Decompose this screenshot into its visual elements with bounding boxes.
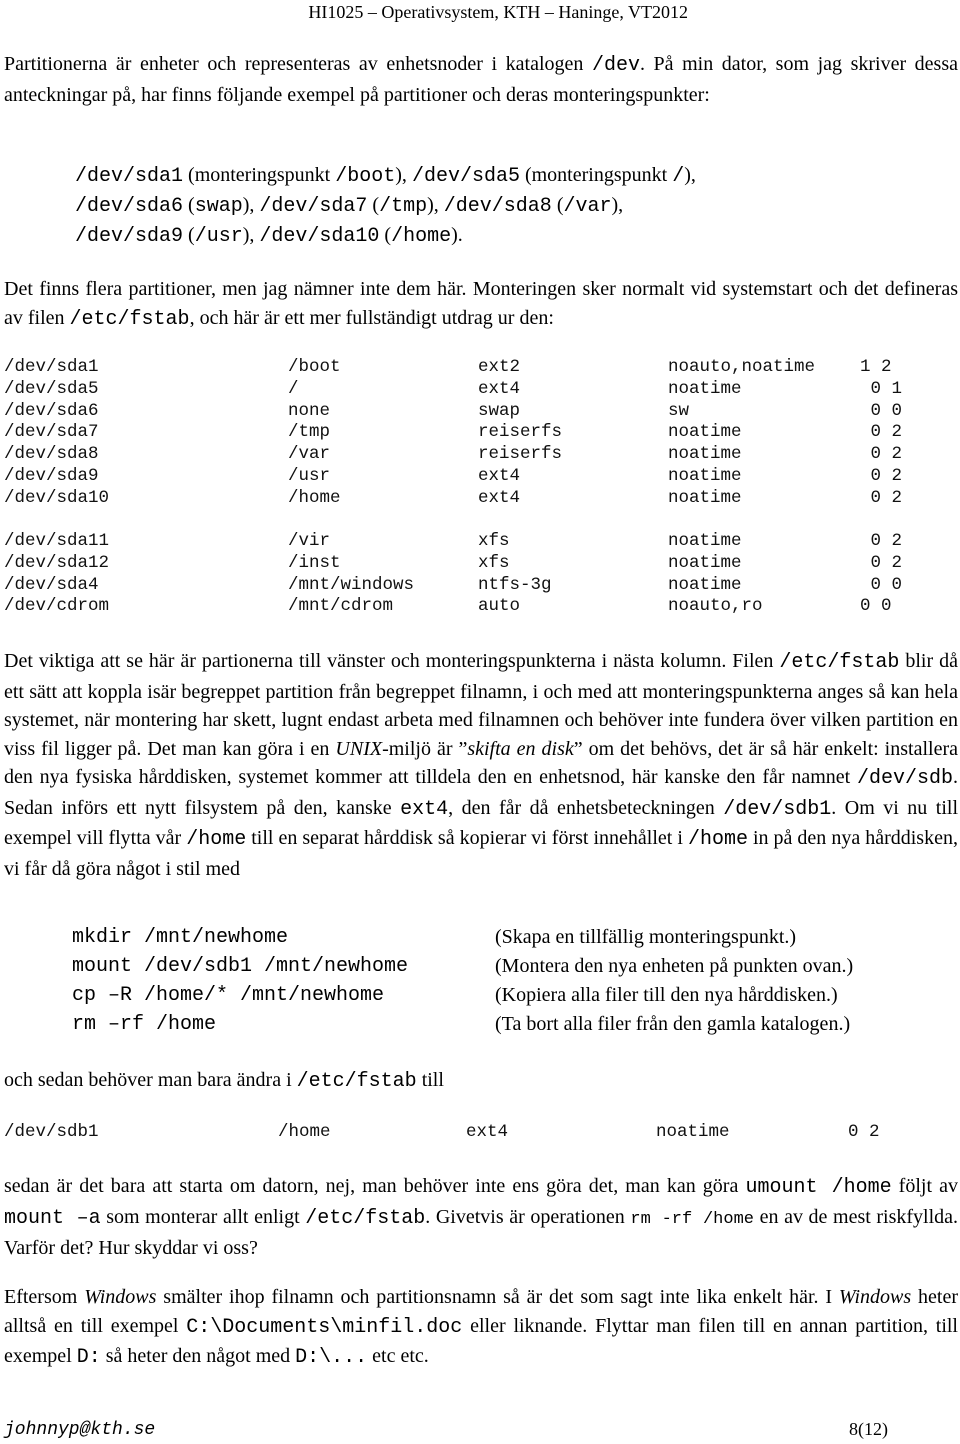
fstab-type: ntfs-3g bbox=[478, 574, 552, 595]
text-run: (monteringspunkt bbox=[183, 164, 336, 186]
inline-code: /dev bbox=[591, 54, 640, 77]
inline-code: /home bbox=[391, 225, 452, 248]
text-run: ( bbox=[367, 194, 380, 216]
fstab-type: ext4 bbox=[478, 487, 521, 508]
fstab-options: noatime bbox=[668, 552, 742, 573]
partition-examples bbox=[75, 161, 935, 251]
fstab-options: noatime bbox=[668, 531, 742, 551]
fstab-type: ext4 bbox=[466, 1122, 509, 1142]
paragraph-intro: Partitionerna är enheter och representeras av enhetsnoder i katalogen /dev. På min dator, som jag skriver dessa anteckningar på, har finns följande exempel på partitioner och deras monteringspunkter: bbox=[4, 53, 958, 106]
inline-code: /etc/fstab bbox=[69, 307, 190, 331]
inline-code: swap bbox=[194, 195, 243, 218]
command: rm –rf /home bbox=[72, 1013, 217, 1036]
fstab-mountpoint: /vir bbox=[288, 531, 331, 551]
fstab-options: noatime bbox=[668, 574, 742, 595]
inline-code: /etc/fstab bbox=[779, 651, 900, 674]
fstab-device: /dev/sda11 bbox=[4, 531, 110, 551]
emphasis: skifta en disk bbox=[467, 737, 574, 760]
text-run: etc etc. bbox=[367, 1345, 429, 1367]
text-run: . Sedan införs ett nytt filsystem på den, kanske bbox=[4, 766, 958, 819]
text-run: heter alltså en till exempel bbox=[4, 1286, 958, 1337]
fstab-dump-pass: 0 2 bbox=[860, 444, 903, 465]
fstab-mountpoint: /usr bbox=[288, 465, 331, 486]
fstab-dump-pass: 0 2 bbox=[860, 422, 903, 443]
text-run: (monteringspunkt bbox=[519, 164, 673, 186]
text-run: till en separat hårddisk så kopierar vi först innehållet i bbox=[246, 827, 688, 849]
text-run: ( bbox=[379, 224, 392, 246]
fstab-device: /dev/sda1 bbox=[4, 357, 99, 377]
fstab-options: noatime bbox=[656, 1122, 730, 1142]
command-note: (Montera den nya enheten på punkten ovan.) bbox=[495, 955, 854, 977]
inline-code: mount –a bbox=[4, 1206, 101, 1230]
inline-code: /dev/sda1 bbox=[75, 165, 184, 188]
fstab-dump-pass: 0 0 bbox=[860, 400, 903, 421]
text-run: ), bbox=[395, 164, 412, 186]
fstab-type: ext4 bbox=[478, 378, 521, 399]
fstab-mountpoint: /var bbox=[288, 444, 331, 465]
paragraph-umount bbox=[4, 1172, 958, 1263]
fstab-mountpoint: none bbox=[288, 400, 331, 421]
example-line-3 bbox=[75, 221, 935, 251]
text-run: -miljö är ” bbox=[382, 737, 468, 760]
fstab-device: /dev/sda12 bbox=[4, 552, 110, 573]
command-note: (Skapa en tillfällig monteringspunkt.) bbox=[495, 926, 797, 948]
text-run: följt av bbox=[891, 1175, 958, 1197]
text-run: ), bbox=[611, 194, 624, 216]
fstab-type: reiserfs bbox=[478, 444, 563, 465]
fstab-mountpoint: /home bbox=[278, 1122, 331, 1142]
fstab-dump-pass: 0 2 bbox=[860, 531, 903, 551]
fstab-options: sw bbox=[668, 400, 690, 421]
inline-code: /dev/sda8 bbox=[443, 195, 552, 218]
inline-code: / bbox=[672, 165, 685, 188]
fstab-type: ext2 bbox=[478, 357, 521, 377]
emphasis: UNIX bbox=[335, 737, 383, 760]
fstab-dump-pass: 0 0 bbox=[860, 574, 903, 595]
fstab-type: xfs bbox=[478, 531, 510, 551]
fstab-device: /dev/cdrom bbox=[4, 596, 110, 617]
command: mkdir /mnt/newhome bbox=[72, 926, 289, 949]
fstab-type: swap bbox=[478, 400, 521, 421]
text-run: sedan är det bara att starta om datorn, nej, man behöver inte ens göra det, man kan göra bbox=[4, 1175, 746, 1197]
header-title: HI1025 – Operativsystem, KTH – Haninge, VT2012 bbox=[308, 2, 688, 22]
fstab-options: noauto,noatime bbox=[668, 357, 816, 377]
fstab-device: /dev/sda10 bbox=[4, 487, 110, 508]
inline-code: ext4 bbox=[400, 797, 449, 821]
fstab-mountpoint: /boot bbox=[288, 357, 341, 377]
text-run: , den får då enhetsbeteckningen bbox=[448, 796, 724, 819]
fstab-device: /dev/sda6 bbox=[4, 400, 99, 421]
text-run: Eftersom bbox=[4, 1286, 85, 1308]
inline-code: /dev/sdb bbox=[856, 767, 953, 790]
fstab-device: /dev/sda8 bbox=[4, 444, 99, 465]
text-run: . Om vi nu till exempel vill flytta vår bbox=[4, 796, 958, 849]
text-run: ), bbox=[242, 194, 260, 216]
inline-code: /dev/sda10 bbox=[259, 225, 380, 248]
emphasis: Windows bbox=[838, 1286, 912, 1308]
example-line-2 bbox=[75, 191, 935, 221]
inline-code: /etc/fstab bbox=[305, 1206, 426, 1230]
example-line-1 bbox=[75, 161, 935, 191]
fstab-dump-pass: 0 0 bbox=[860, 596, 892, 617]
fstab-device: /dev/sda9 bbox=[4, 465, 99, 486]
fstab-dump-pass: 0 2 bbox=[860, 465, 903, 486]
fstab-mountpoint: /inst bbox=[288, 552, 341, 573]
fstab-mountpoint: /mnt/windows bbox=[288, 574, 415, 595]
inline-code: /dev/sda5 bbox=[411, 165, 520, 188]
command: cp –R /home/* /mnt/newhome bbox=[72, 984, 385, 1007]
fstab-type: xfs bbox=[478, 552, 510, 573]
inline-code: /var bbox=[563, 195, 612, 218]
paragraph-windows bbox=[4, 1283, 958, 1373]
inline-code: /dev/sda9 bbox=[75, 225, 184, 248]
inline-code: D:\... bbox=[295, 1346, 368, 1369]
text-run: ( bbox=[183, 194, 195, 216]
inline-code: /boot bbox=[335, 165, 396, 188]
text-run: ” om det behövs, det är så här enkelt: installera den nya fysiska hårddisken, systemet kommer att tilldela den en enhetsnod, här kanske den får namnet bbox=[4, 737, 958, 788]
fstab-type: ext4 bbox=[478, 465, 521, 486]
text-run: eller liknande. Flyttar man filen till en annan partition, till exempel bbox=[4, 1314, 958, 1367]
fstab-mountpoint: /home bbox=[288, 487, 341, 508]
emphasis: Windows bbox=[84, 1286, 157, 1308]
paragraph-edit-fstab: och sedan behöver man bara ändra i /etc/fstab till bbox=[4, 1069, 444, 1093]
fstab-device: /dev/sda5 bbox=[4, 378, 99, 399]
fstab-device: /dev/sda4 bbox=[4, 574, 99, 595]
text-run: en av de mest riskfyllda. Varför det? Hur skyddar vi oss? bbox=[4, 1205, 959, 1259]
inline-code: /usr bbox=[194, 225, 243, 248]
text-run: Det viktiga att se här är partionerna till vänster och monteringspunkterna i nästa kolumn. Filen bbox=[4, 650, 780, 672]
fstab-mountpoint: /tmp bbox=[288, 422, 331, 443]
inline-code: /dev/sda7 bbox=[259, 195, 368, 218]
fstab-device: /dev/sda7 bbox=[4, 422, 99, 443]
inline-code: /dev/sda6 bbox=[75, 195, 184, 218]
fstab-options: noatime bbox=[668, 422, 742, 443]
footer-page-number: 8(12) bbox=[849, 1419, 888, 1439]
text-run: smälter ihop filnamn och partitionsnamn så är det som sagt inte lika enkelt här. I bbox=[156, 1286, 839, 1308]
text-run: ), bbox=[427, 194, 444, 216]
text-run: ), bbox=[242, 224, 260, 246]
inline-code: umount /home bbox=[745, 1176, 892, 1199]
fstab-options: noatime bbox=[668, 487, 742, 508]
inline-code: rm -rf /home bbox=[630, 1209, 754, 1229]
inline-code: C:\Documents\minfil.doc bbox=[186, 1315, 463, 1339]
inline-code: /home bbox=[687, 828, 748, 851]
inline-code: D: bbox=[76, 1346, 101, 1369]
fstab-dump-pass: 0 2 bbox=[860, 552, 903, 573]
fstab-dump-pass: 0 1 bbox=[860, 378, 903, 399]
fstab-dump-pass: 1 2 bbox=[860, 357, 892, 377]
fstab-mountpoint: /mnt/cdrom bbox=[288, 596, 394, 617]
text-run: ), bbox=[684, 164, 696, 186]
text-run: ( bbox=[551, 194, 564, 216]
command-note: (Ta bort alla filer från den gamla katalogen.) bbox=[495, 1013, 851, 1035]
fstab-device: /dev/sdb1 bbox=[4, 1122, 99, 1142]
page-header bbox=[0, 2, 960, 26]
fstab-options: noatime bbox=[668, 444, 742, 465]
inline-code: /dev/sdb1 bbox=[723, 797, 832, 821]
paragraph-fstab-intro: Det finns flera partitioner, men jag nämner inte dem här. Monteringen sker normalt vid systemstart och det defineras av filen /etc/fstab, och här är ett mer fullständigt utdrag ur den: bbox=[4, 278, 958, 331]
fstab-options: noauto,ro bbox=[668, 596, 763, 617]
fstab-dump-pass: 0 2 bbox=[860, 487, 903, 508]
fstab-options: noatime bbox=[668, 465, 742, 486]
inline-code: /etc/fstab bbox=[296, 1070, 417, 1093]
inline-code: /tmp bbox=[379, 195, 428, 218]
text-run: ( bbox=[183, 224, 195, 246]
text-run: så heter den något med bbox=[100, 1345, 296, 1367]
fstab-type: auto bbox=[478, 596, 521, 617]
paragraph-explanation bbox=[4, 647, 958, 883]
text-run: som monterar allt enligt bbox=[100, 1205, 306, 1228]
text-run: in på den nya hårddisken, vi får då göra något i stil med bbox=[4, 827, 958, 880]
text-run: blir då ett sätt att koppla isär begreppet partition från begreppet filnamn, i och med att monteringspunkterna anges så kan hela systemet, när montering har skett, lugnt endast arbeta med filnamnen och behöver inte fundera över vilken partition en viss fil ligger på. Det man kan göra i en bbox=[4, 650, 958, 760]
text-run: . Givetvis är operationen bbox=[425, 1205, 631, 1228]
fstab-dump-pass: 0 2 bbox=[848, 1122, 880, 1142]
command: mount /dev/sdb1 /mnt/newhome bbox=[72, 955, 409, 978]
inline-code: /home bbox=[186, 828, 247, 851]
footer-email: johnnyp@kth.se bbox=[4, 1420, 156, 1440]
text-run: ). bbox=[451, 224, 463, 246]
fstab-options: noatime bbox=[668, 378, 742, 399]
fstab-type: reiserfs bbox=[478, 422, 563, 443]
command-note: (Kopiera alla filer till den nya hårddisken.) bbox=[495, 984, 838, 1006]
fstab-mountpoint: / bbox=[288, 378, 299, 399]
